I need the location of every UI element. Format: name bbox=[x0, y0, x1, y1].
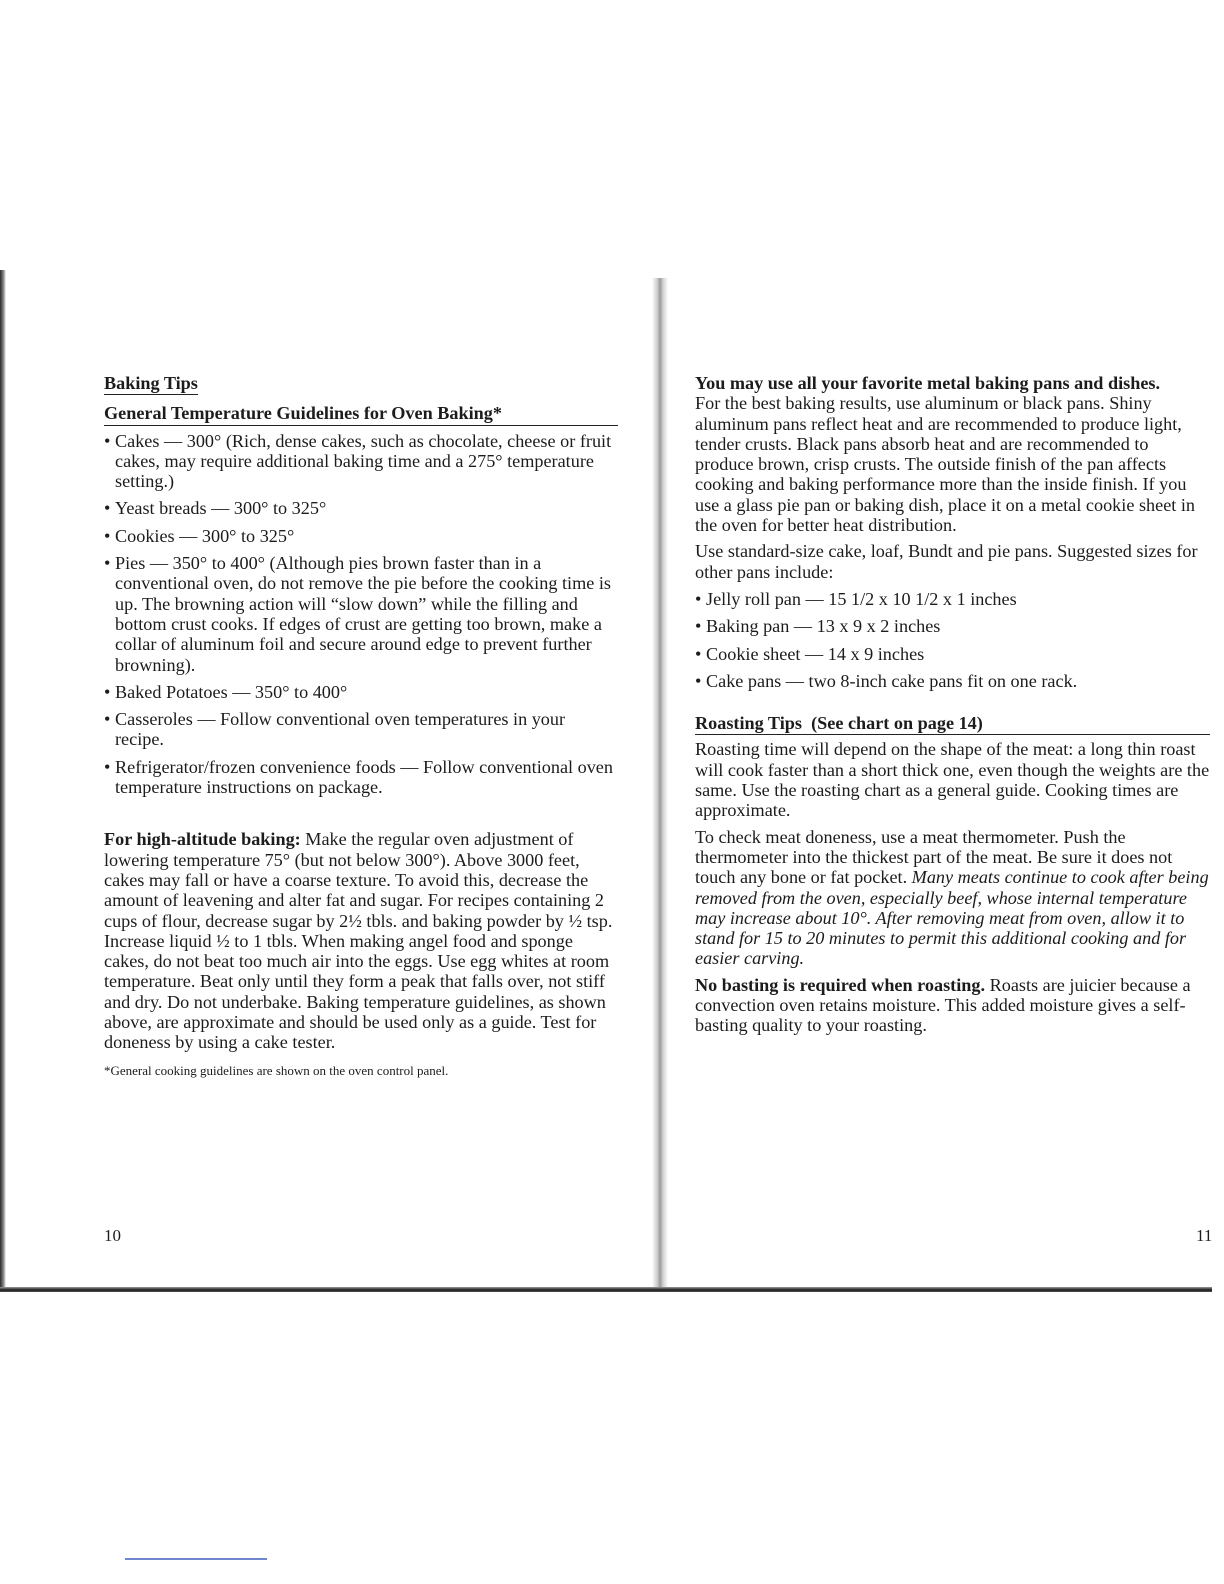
basting-text: Roasts are juicier because a convection oven retains moisture. This added moisture gives a self-basting quality to your roasting. bbox=[695, 974, 1191, 1036]
bullet-icon: • bbox=[695, 588, 702, 609]
roasting-thermometer-text: To check meat doneness, use a meat thermometer. Push the thermometer into the thickest part of the meat. Be sure it does not touch any bone or fat pocket. bbox=[695, 826, 1173, 888]
right-page bbox=[695, 373, 1210, 1036]
pan-sizes-list bbox=[695, 589, 1210, 691]
bullet-icon: • bbox=[104, 430, 111, 451]
bullet-icon: • bbox=[104, 709, 111, 730]
page-bottom-edge bbox=[0, 1287, 1212, 1292]
roasting-tips-heading: Roasting Tips (See chart on page 14) bbox=[695, 713, 1210, 735]
page-edge-shadow bbox=[0, 270, 6, 1290]
list-item: • Yeast breads — 300° to 325° bbox=[104, 498, 327, 519]
pan-sizes-intro: Use standard-size cake, loaf, Bundt and pie pans. Suggested sizes for other pans include: bbox=[695, 541, 1198, 582]
blue-underline-mark bbox=[125, 1558, 267, 1560]
page-number-left: 10 bbox=[104, 1226, 121, 1245]
baking-tips-heading: Baking Tips bbox=[104, 373, 198, 395]
page-number-right: 11 bbox=[1196, 1226, 1213, 1245]
high-altitude-lead: For high-altitude baking: bbox=[104, 829, 301, 850]
high-altitude-paragraph bbox=[104, 829, 618, 1052]
pans-lead: You may use all your favorite metal baking pans and dishes. bbox=[695, 373, 1161, 393]
roasting-paragraph-2 bbox=[695, 827, 1210, 969]
basting-paragraph bbox=[695, 975, 1210, 1036]
footnote: *General cooking guidelines are shown on the oven control panel. bbox=[104, 1062, 449, 1078]
list-item: • Cookie sheet — 14 x 9 inches bbox=[695, 643, 925, 664]
roasting-carryover-text: Many meats continue to cook after being removed from the oven, especially beef, whose internal temperature may increase about 10°. After removing meat from oven, allow it to stand for 15 to 20 minutes to permit this additional cooking and for easier carving. bbox=[695, 867, 1209, 969]
list-item: • Pies — 350° to 400° (Although pies brown faster than in a conventional oven, do not remove the pie before the cooking time is up. The browning action will “slow down” while the filling and bottom crust cooks. If edges of crust are getting too brown, make a collar of aluminum foil and secure around edge to prevent further browning). bbox=[104, 553, 611, 675]
list-item: • Jelly roll pan — 15 1/2 x 10 1/2 x 1 inches bbox=[695, 588, 1017, 609]
bullet-icon: • bbox=[104, 553, 111, 574]
bullet-icon: • bbox=[695, 670, 702, 691]
bullet-icon: • bbox=[104, 756, 111, 777]
temperature-list bbox=[104, 431, 618, 798]
temperature-guidelines-subheading: General Temperature Guidelines for Oven Baking* bbox=[104, 403, 618, 425]
left-page bbox=[104, 373, 618, 1079]
pans-text: For the best baking results, use aluminum or black pans. Shiny aluminum pans reflect heat and are recommended to produce light, tender crusts. Black pans absorb heat and are recommended to produce brown, crisp crusts. The outside finish of the pan affects cooking and baking performance more than the inside finish. If you use a glass pie pan or baking dish, place it on a metal cookie sheet in the oven for better heat distribution. bbox=[695, 393, 1196, 536]
bullet-icon: • bbox=[104, 525, 111, 546]
roasting-paragraph-1: Roasting time will depend on the shape of the meat: a long thin roast will cook faster than a short thick one, even though the weights are the same. Use the roasting chart as a general guide. Cooking times are approximate. bbox=[695, 739, 1210, 821]
basting-lead: No basting is required when roasting. bbox=[695, 974, 986, 995]
list-item: • Cake pans — two 8-inch cake pans fit on one rack. bbox=[695, 670, 1078, 691]
pans-paragraph bbox=[695, 373, 1210, 535]
bullet-icon: • bbox=[104, 681, 111, 702]
book-gutter bbox=[652, 278, 668, 1290]
list-item: • Casseroles — Follow conventional oven temperatures in your recipe. bbox=[104, 709, 566, 750]
list-item: • Baking pan — 13 x 9 x 2 inches bbox=[695, 616, 941, 637]
list-item: • Cookies — 300° to 325° bbox=[104, 525, 295, 546]
list-item: • Refrigerator/frozen convenience foods — Follow conventional oven temperature instructions on package. bbox=[104, 756, 613, 798]
bullet-icon: • bbox=[695, 616, 702, 637]
bullet-icon: • bbox=[695, 643, 702, 664]
list-item: • Baked Potatoes — 350° to 400° bbox=[104, 681, 348, 702]
high-altitude-text: Make the regular oven adjustment of lowering temperature 75° (but not below 300°). Above 3000 feet, cakes may fall or have a coarse texture. To avoid this, decrease the amount of leavening and alter fat and sugar. For recipes containing 2 cups of flour, decrease sugar by 2½ tbls. and baking powder by ½ tsp. Increase liquid ½ to 1 tbls. When making angel food and sponge cakes, do not beat too much air into the eggs. Use egg whites at room temperature. Beat only until they form a peak that falls over, not stiff and dry. Do not underbake. Baking temperature guidelines, as shown above, are approximate and should be used only as a guide. Test for doneness by using a cake tester. bbox=[104, 829, 613, 1053]
list-item: • Cakes — 300° (Rich, dense cakes, such as chocolate, cheese or fruit cakes, may require additional baking time and a 275° temperature setting.) bbox=[104, 430, 612, 492]
bullet-icon: • bbox=[104, 498, 111, 519]
